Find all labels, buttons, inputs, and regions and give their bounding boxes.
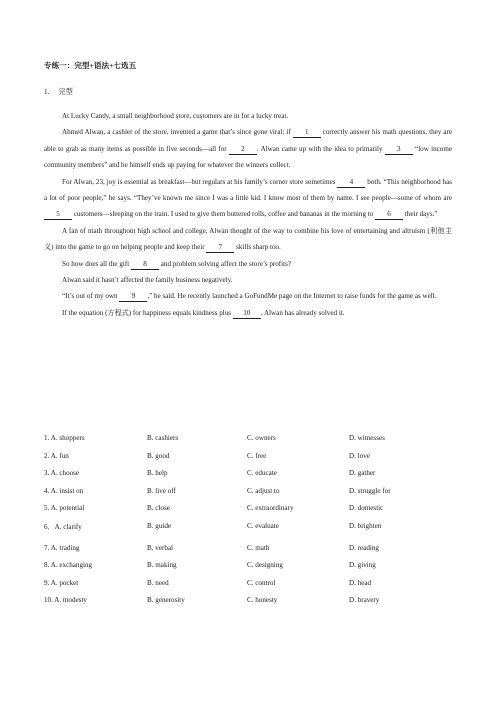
blank-2: 2 [229, 145, 257, 155]
options-list [44, 434, 454, 614]
text: For Alwan, 23, joy is essential as breakfast—but regulars at his family’s corner store sometimes [62, 177, 338, 186]
option-a: 2. A. fun [44, 451, 69, 460]
text: “It’s out of my own [62, 292, 120, 301]
option-b: B. cashiers [147, 434, 179, 442]
option-b: B. need [147, 578, 169, 587]
option-b: B. making [147, 561, 177, 570]
section-heading [44, 87, 73, 97]
option-c: C. evaluate [247, 521, 279, 530]
option-c: C. math [247, 543, 270, 552]
option-d: D. witnesses [349, 434, 385, 442]
page-title: 专练一：完型+语法+七选五 [44, 61, 137, 70]
text: both. “This neighborhood has a lot of poor people,” he says. “They’ve known me since I was a little kid. I know most of them by name. I see people—some of whom are [44, 177, 452, 203]
option-b: B. close [147, 504, 170, 513]
option-b: B. good [147, 451, 170, 460]
option-c: C. educate [247, 469, 277, 478]
text: So how does all the gift [62, 259, 131, 268]
paragraph-3 [44, 174, 452, 223]
option-c: C. owners [247, 434, 276, 442]
paragraph-2 [44, 124, 452, 173]
paragraph-8 [44, 305, 452, 321]
text: A fan of math throughout high school and college, Alwan thought of the way to combine his love of entertaining and altruism (利他主义) into the game to go on helping people and keep their [44, 226, 452, 252]
text: . Alwan came up with the idea to primarily [256, 144, 385, 153]
option-row [44, 504, 454, 522]
section-number: 1. [44, 88, 50, 96]
option-a: 8. A. exchanging [44, 561, 93, 570]
option-c: C. designing [247, 561, 283, 570]
text: Ahmed Alwan, a cashier of the store, invented a game that’s since gone viral: if [62, 128, 293, 137]
option-c: C. extraordinary [247, 504, 294, 513]
option-row [44, 452, 454, 470]
option-a: 4. A. insist on [44, 486, 84, 495]
option-row [44, 544, 454, 562]
option-d: D. head [349, 578, 372, 587]
option-a: 6．A. clarify [44, 522, 82, 531]
passage [44, 108, 452, 321]
section-name: 完型 [58, 88, 73, 96]
text: If the equation (方程式) for happiness equals kindness plus [62, 308, 233, 317]
blank-4: 4 [337, 178, 365, 188]
paragraph-6: Alwan said it hasn’t affected the family business negatively. [62, 276, 233, 285]
option-row [44, 561, 454, 579]
option-row [44, 487, 454, 505]
blank-1: 1 [293, 128, 321, 138]
blank-8: 8 [131, 260, 159, 270]
text: “low income community members” and he himself ends up paying for whatever the winners collect. [44, 144, 453, 170]
option-c: C. control [247, 578, 276, 587]
blank-5: 5 [44, 210, 72, 220]
option-a: 7. A. trading [44, 543, 80, 552]
text: customers—sleeping on the train. I used to give them buttered rolls, coffee and bananas in the morning to [72, 210, 376, 219]
blank-3: 3 [385, 145, 413, 155]
option-a: 9. A. pocket [44, 578, 79, 587]
option-d: D. struggle for [349, 486, 391, 495]
option-d: D. love [349, 451, 370, 460]
option-a: 1. A. shoppers [44, 434, 85, 442]
paragraph-7 [44, 288, 452, 304]
option-a: 10. A. modesty [44, 596, 87, 605]
text: , Alwan has already solved it. [260, 308, 345, 317]
option-row [44, 469, 454, 487]
text: ,” he said. He recently launched a GoFundMe page on the Internet to raise funds for the game as well. [147, 292, 437, 301]
option-b: B. verbal [147, 543, 174, 552]
option-d: D. gather [349, 469, 376, 478]
option-c: C. free [247, 451, 267, 460]
paragraph-1: At Lucky Candy, a small neighborhood store, customers are in for a lucky treat. [62, 112, 289, 120]
option-b: B. help [147, 469, 168, 478]
option-row [44, 522, 454, 540]
text: correctly answer his math questions, they are able to grab as many items as possible in five seconds—all for [44, 128, 453, 153]
option-row [44, 596, 454, 614]
blank-10: 10 [233, 309, 261, 319]
blank-7: 7 [206, 243, 234, 253]
paragraph-4 [44, 223, 452, 256]
option-row [44, 579, 454, 597]
text: skills sharp too. [234, 243, 281, 252]
option-b: B. live off [147, 486, 176, 495]
option-b: B. guide [147, 521, 172, 530]
option-d: D. domestic [349, 504, 384, 513]
option-d: D. reading [349, 543, 379, 552]
text: and problem solving affect the store’s profits? [158, 259, 292, 268]
option-b: B. generosity [147, 596, 185, 605]
option-c: C. adjust to [247, 486, 280, 495]
text: their days.” [403, 210, 438, 219]
blank-6: 6 [375, 210, 403, 220]
blank-9: 9 [119, 292, 147, 302]
option-a: 3. A. choose [44, 469, 80, 478]
option-c: C. honesty [247, 596, 278, 605]
option-d: D. giving [349, 561, 376, 570]
option-d: D. bravery [349, 596, 380, 605]
paragraph-5 [44, 256, 452, 272]
option-row [44, 434, 454, 452]
option-d: D. brighten [349, 521, 382, 530]
option-a: 5. A. potential [44, 504, 85, 513]
